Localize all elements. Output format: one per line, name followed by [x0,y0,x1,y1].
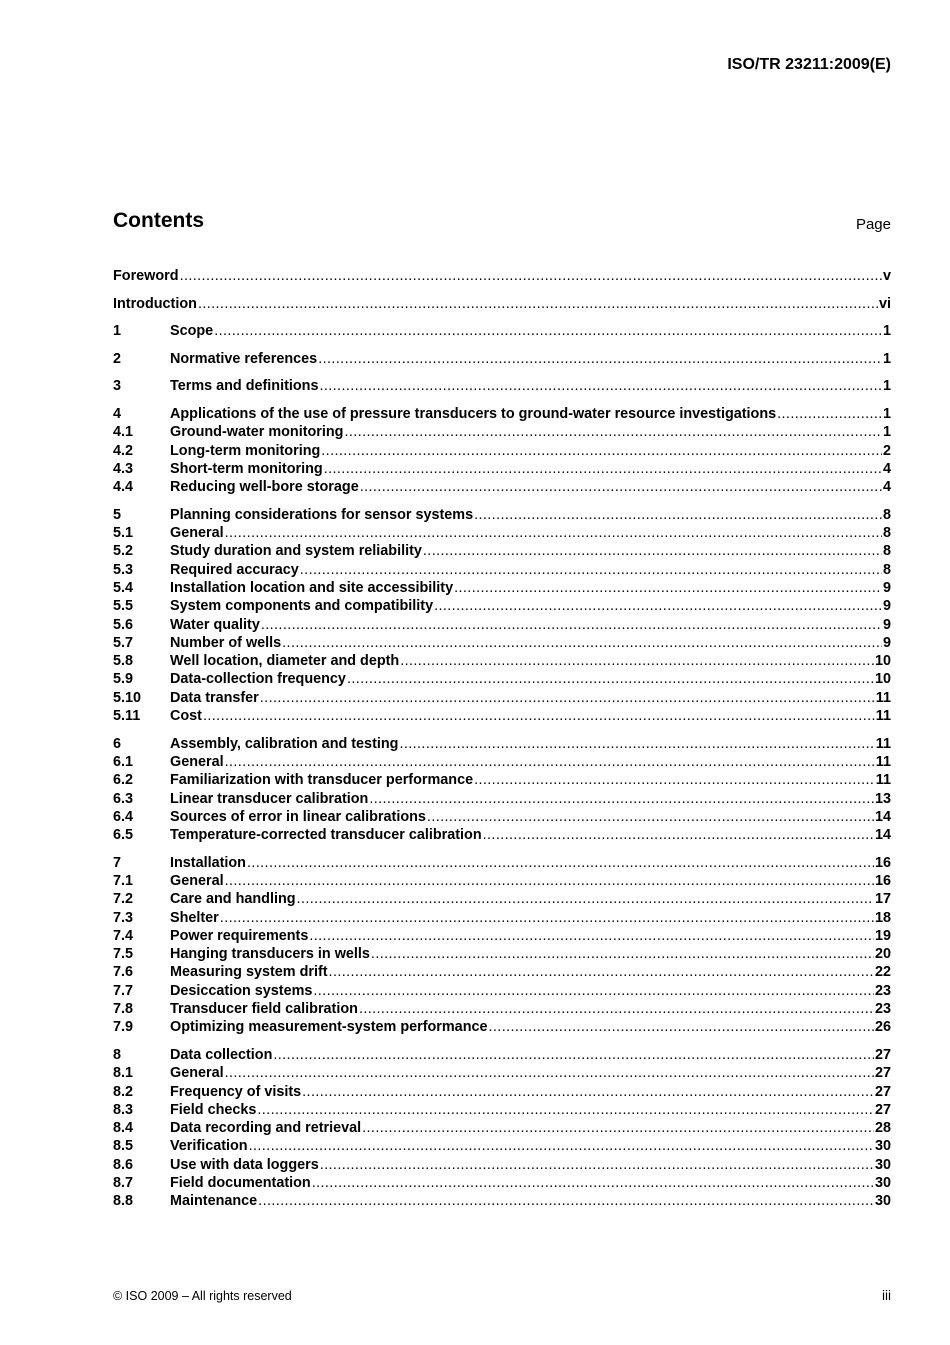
toc-entry[interactable] [113,323,891,341]
toc-entry[interactable] [113,1157,891,1175]
toc-entry-page: 30 [874,1138,891,1155]
toc-entry-number: 5.11 [113,708,141,725]
toc-entry-number: 7.9 [113,1019,134,1036]
toc-entry[interactable] [113,461,891,479]
toc-entry-page: 9 [882,598,891,615]
toc-entry-title: Cost [170,708,202,725]
toc-entry[interactable] [113,443,891,461]
toc-entry-title: Installation location and site accessibility [170,579,454,596]
toc-dot-leader [203,708,875,724]
toc-entry-number: 4 [113,405,122,422]
toc-entry-number: 8 [113,1046,122,1063]
toc-entry-title: Frequency of visits [170,1083,302,1100]
toc-entry-page: 27 [874,1046,891,1063]
toc-entry-number: 7.1 [113,872,134,889]
toc-entry-number: 4.1 [113,424,134,441]
toc-dot-leader [474,772,875,788]
toc-entry[interactable] [113,827,891,845]
toc-entry[interactable] [113,378,891,396]
toc-dot-leader [260,690,875,706]
toc-dot-leader [225,754,875,770]
toc-entry[interactable] [113,1001,891,1019]
toc-entry-page: 16 [874,872,891,889]
toc-entry[interactable] [113,964,891,982]
toc-entry[interactable] [113,1047,891,1065]
toc-dot-leader [400,653,874,669]
toc-entry-page: 28 [874,1120,891,1137]
toc-entry-number: 8.2 [113,1083,134,1100]
toc-entry-page: 30 [874,1193,891,1210]
toc-entry-title: Familiarization with transducer performance [170,772,474,789]
toc-entry[interactable] [113,1138,891,1156]
toc-entry[interactable] [113,479,891,497]
toc-entry-page: 8 [882,525,891,542]
toc-entry-page: 11 [875,689,891,706]
toc-entry-title: Terms and definitions [170,378,319,395]
toc-entry-number: 6.5 [113,827,134,844]
toc-entry-number: 5.5 [113,598,134,615]
toc-entry[interactable] [113,296,891,314]
toc-entry-title: Hanging transducers in wells [170,946,370,963]
toc-dot-leader [297,891,874,907]
toc-entry-number: 7.5 [113,946,134,963]
toc-entry-page: 13 [874,790,891,807]
toc-entry-number: 8.5 [113,1138,134,1155]
toc-entry[interactable] [113,617,891,635]
toc-entry-number: 5 [113,506,122,523]
toc-entry-page: 1 [882,378,891,395]
toc-entry-page: 19 [874,927,891,944]
toc-entry-page: 9 [882,634,891,651]
toc-entry[interactable] [113,406,891,424]
toc-group [113,296,891,314]
toc-entry-title: General [170,753,224,770]
toc-entry[interactable] [113,351,891,369]
toc-entry-title: Introduction [113,295,197,312]
toc-entry-title: Well location, diameter and depth [170,653,400,670]
toc-entry-page: 20 [874,946,891,963]
toc-entry-title: Short-term monitoring [170,460,323,477]
toc-entry-page: 27 [874,1083,891,1100]
toc-entry-number: 7.3 [113,909,134,926]
toc-entry-page: 1 [882,350,891,367]
toc-entry-number: 4.4 [113,479,134,496]
toc-entry-title: Data transfer [170,689,259,706]
toc-entry-title: Assembly, calibration and testing [170,735,399,752]
toc-entry[interactable] [113,809,891,827]
toc-dot-leader [247,855,874,871]
toc-dot-leader [225,525,882,541]
toc-entry[interactable] [113,1065,891,1083]
toc-entry-title: Applications of the use of pressure transducers to ground-water resource investigations [170,405,777,422]
toc-dot-leader [319,378,882,394]
toc-entry-page: 8 [882,543,891,560]
toc-entry[interactable] [113,1102,891,1120]
toc-entry-page: 10 [874,671,891,688]
toc-entry[interactable] [113,1084,891,1102]
toc-entry-page: 1 [882,323,891,340]
toc-entry-title: General [170,1065,224,1082]
toc-entry-number: 1 [113,323,122,340]
toc-entry-page: 11 [875,772,891,789]
toc-entry-page: 10 [874,653,891,670]
toc-entry[interactable] [113,855,891,873]
toc-entry-page: 11 [875,708,891,725]
toc-entry-page: 11 [875,735,891,752]
toc-entry-page: 9 [882,616,891,633]
toc-dot-leader [321,443,882,459]
toc-entry-page: 4 [882,460,891,477]
toc-entry-page: 4 [882,479,891,496]
toc-group [113,351,891,369]
toc-entry[interactable] [113,653,891,671]
toc-entry-page: v [882,268,891,284]
toc-dot-leader [427,809,874,825]
toc-entry-title: Sources of error in linear calibrations [170,808,426,825]
toc-entry[interactable] [113,562,891,580]
toc-entry-title: Number of wells [170,634,282,651]
toc-entry-title: System components and compatibility [170,598,434,615]
toc-entry[interactable] [113,772,891,790]
toc-entry-page: 1 [882,424,891,441]
toc-dot-leader [198,296,878,312]
toc-entry-title: Measuring system drift [170,964,328,981]
toc-dot-leader [369,791,874,807]
toc-entry-number: 3 [113,378,122,395]
toc-dot-leader [399,736,874,752]
toc-entry-page: 14 [874,808,891,825]
toc-entry-number: 6.2 [113,772,134,789]
toc-entry-title: Data recording and retrieval [170,1120,362,1137]
toc-entry-number: 5.1 [113,525,134,542]
toc-entry[interactable] [113,598,891,616]
toc-entry[interactable] [113,268,891,286]
toc-entry-number: 5.3 [113,561,134,578]
toc-entry[interactable] [113,946,891,964]
toc-dot-leader [359,1001,874,1017]
toc-entry-number: 7 [113,854,122,871]
toc-dot-leader [257,1102,874,1118]
toc-entry-page: 22 [874,964,891,981]
toc-dot-leader [360,479,882,495]
toc-entry-number: 6 [113,735,122,752]
toc-entry-number: 6.3 [113,790,134,807]
toc-entry-number: 8.3 [113,1101,134,1118]
toc-entry-title: Field documentation [170,1175,311,1192]
toc-entry-title: Field checks [170,1101,257,1118]
toc-entry-number: 5.10 [113,689,142,706]
toc-dot-leader [225,873,874,889]
toc-entry-number: 7.8 [113,1001,134,1018]
toc-entry-page: 30 [874,1175,891,1192]
toc-entry-title: Normative references [170,350,318,367]
toc-dot-leader [347,671,874,687]
contents-title: Contents [113,209,204,232]
toc-dot-leader [318,351,882,367]
toc-entry-number: 4.3 [113,460,134,477]
toc-entry[interactable] [113,928,891,946]
toc-entry[interactable] [113,983,891,1001]
toc-entry-title: Maintenance [170,1193,258,1210]
toc-entry-title: General [170,525,224,542]
toc-entry[interactable] [113,525,891,543]
toc-entry-number: 7.6 [113,964,134,981]
toc-entry-title: Planning considerations for sensor systems [170,506,474,523]
toc-entry-title: Optimizing measurement-system performance [170,1019,488,1036]
toc-entry[interactable] [113,671,891,689]
toc-group [113,323,891,341]
toc-entry-number: 8.4 [113,1120,134,1137]
toc-entry-title: Care and handling [170,891,296,908]
toc-entry-title: Data-collection frequency [170,671,346,688]
toc-dot-leader [300,562,882,578]
toc-entry-number: 5.2 [113,543,134,560]
toc-dot-leader [220,910,874,926]
toc-entry-page: 14 [874,827,891,844]
toc-entry-page: 8 [882,561,891,578]
toc-entry-title: Data collection [170,1046,273,1063]
toc-entry-page: 27 [874,1101,891,1118]
toc-entry-page: 17 [874,891,891,908]
toc-entry-number: 5.6 [113,616,134,633]
toc-entry-title: Desiccation systems [170,982,313,999]
toc-dot-leader [309,928,874,944]
toc-dot-leader [474,507,882,523]
toc-entry-number: 6.1 [113,753,134,770]
document-id-header: ISO/TR 23211:2009(E) [727,56,891,73]
toc-entry-number: 5.8 [113,653,134,670]
toc-entry-title: Ground-water monitoring [170,424,344,441]
toc-group [113,406,891,497]
toc-dot-leader [302,1084,874,1100]
page-number: iii [882,1288,891,1303]
toc-dot-leader [371,946,874,962]
toc-entry-title: Required accuracy [170,561,299,578]
toc-entry-page: 11 [875,753,891,770]
toc-group [113,855,891,1038]
toc-dot-leader [324,461,882,477]
toc-entry-title: Reducing well-bore storage [170,479,359,496]
toc-entry-number: 5.9 [113,671,134,688]
toc-entry-title: Transducer field calibration [170,1001,358,1018]
toc-entry-number: 5.4 [113,579,134,596]
toc-dot-leader [423,543,882,559]
toc-group [113,507,891,727]
toc-entry-number: 7.7 [113,982,134,999]
toc-entry-page: 9 [882,579,891,596]
toc-entry[interactable] [113,873,891,891]
toc-dot-leader [777,406,882,422]
toc-dot-leader [344,424,882,440]
toc-entry-number: 7.4 [113,927,134,944]
toc-entry-page: 23 [874,982,891,999]
toc-entry-number: 7.2 [113,891,134,908]
toc-entry-number: 8.8 [113,1193,134,1210]
toc-entry[interactable] [113,708,891,726]
toc-entry-number: 8.7 [113,1175,134,1192]
toc-dot-leader [454,580,882,596]
toc-dot-leader [362,1120,874,1136]
toc-entry-title: Temperature-corrected transducer calibration [170,827,482,844]
toc-dot-leader [225,1065,874,1081]
toc-entry-title: Water quality [170,616,260,633]
toc-dot-leader [249,1138,874,1154]
toc-dot-leader [282,635,882,651]
toc-entry-title: Power requirements [170,927,309,944]
toc-entry-title: Linear transducer calibration [170,790,369,807]
toc-entry[interactable] [113,543,891,561]
toc-entry-title: Use with data loggers [170,1156,319,1173]
toc-dot-leader [483,827,874,843]
toc-entry[interactable] [113,891,891,909]
toc-entry-title: Foreword [113,268,179,284]
toc-group [113,736,891,846]
toc-entry-page: 30 [874,1156,891,1173]
toc-dot-leader [312,1175,874,1191]
toc-entry[interactable] [113,580,891,598]
toc-entry-page: 1 [882,405,891,422]
toc-dot-leader [329,964,874,980]
toc-entry[interactable] [113,507,891,525]
toc-entry-page: 2 [882,442,891,459]
toc-dot-leader [320,1157,874,1173]
toc-entry[interactable] [113,1193,891,1211]
toc-entry-number: 5.7 [113,634,134,651]
toc-entry-page: 8 [882,506,891,523]
toc-entry-title: Installation [170,854,246,871]
toc-entry[interactable] [113,754,891,772]
toc-entry-page: 18 [874,909,891,926]
toc-entry[interactable] [113,1120,891,1138]
toc-entry-title: Shelter [170,909,219,926]
toc-entry-page: vi [878,295,891,312]
toc-entry[interactable] [113,1175,891,1193]
toc-entry-page: 26 [874,1019,891,1036]
toc-entry-title: Long-term monitoring [170,442,321,459]
table-of-contents [113,268,891,1221]
toc-dot-leader [489,1019,874,1035]
toc-dot-leader [261,617,882,633]
toc-entry[interactable] [113,635,891,653]
toc-entry-page: 23 [874,1001,891,1018]
toc-dot-leader [313,983,874,999]
page-column-label: Page [855,216,891,233]
toc-group [113,268,891,286]
toc-group [113,1047,891,1212]
toc-entry-number: 4.2 [113,442,134,459]
toc-entry-number: 6.4 [113,808,134,825]
toc-entry-title: Scope [170,323,214,340]
copyright-notice: © ISO 2009 – All rights reserved [113,1289,292,1303]
toc-entry[interactable] [113,424,891,442]
toc-dot-leader [214,323,882,339]
toc-entry-page: 16 [874,854,891,871]
toc-entry[interactable] [113,910,891,928]
toc-dot-leader [180,268,882,284]
toc-dot-leader [258,1193,874,1209]
toc-group [113,378,891,396]
toc-entry-page: 27 [874,1065,891,1082]
toc-entry[interactable] [113,690,891,708]
toc-entry-number: 8.6 [113,1156,134,1173]
toc-entry[interactable] [113,736,891,754]
toc-entry-title: Study duration and system reliability [170,543,422,560]
toc-dot-leader [273,1047,874,1063]
toc-dot-leader [434,598,882,614]
toc-entry-title: Verification [170,1138,248,1155]
toc-entry-title: General [170,872,224,889]
toc-entry-number: 8.1 [113,1065,134,1082]
toc-entry[interactable] [113,1019,891,1037]
toc-entry[interactable] [113,791,891,809]
toc-entry-number: 2 [113,350,122,367]
